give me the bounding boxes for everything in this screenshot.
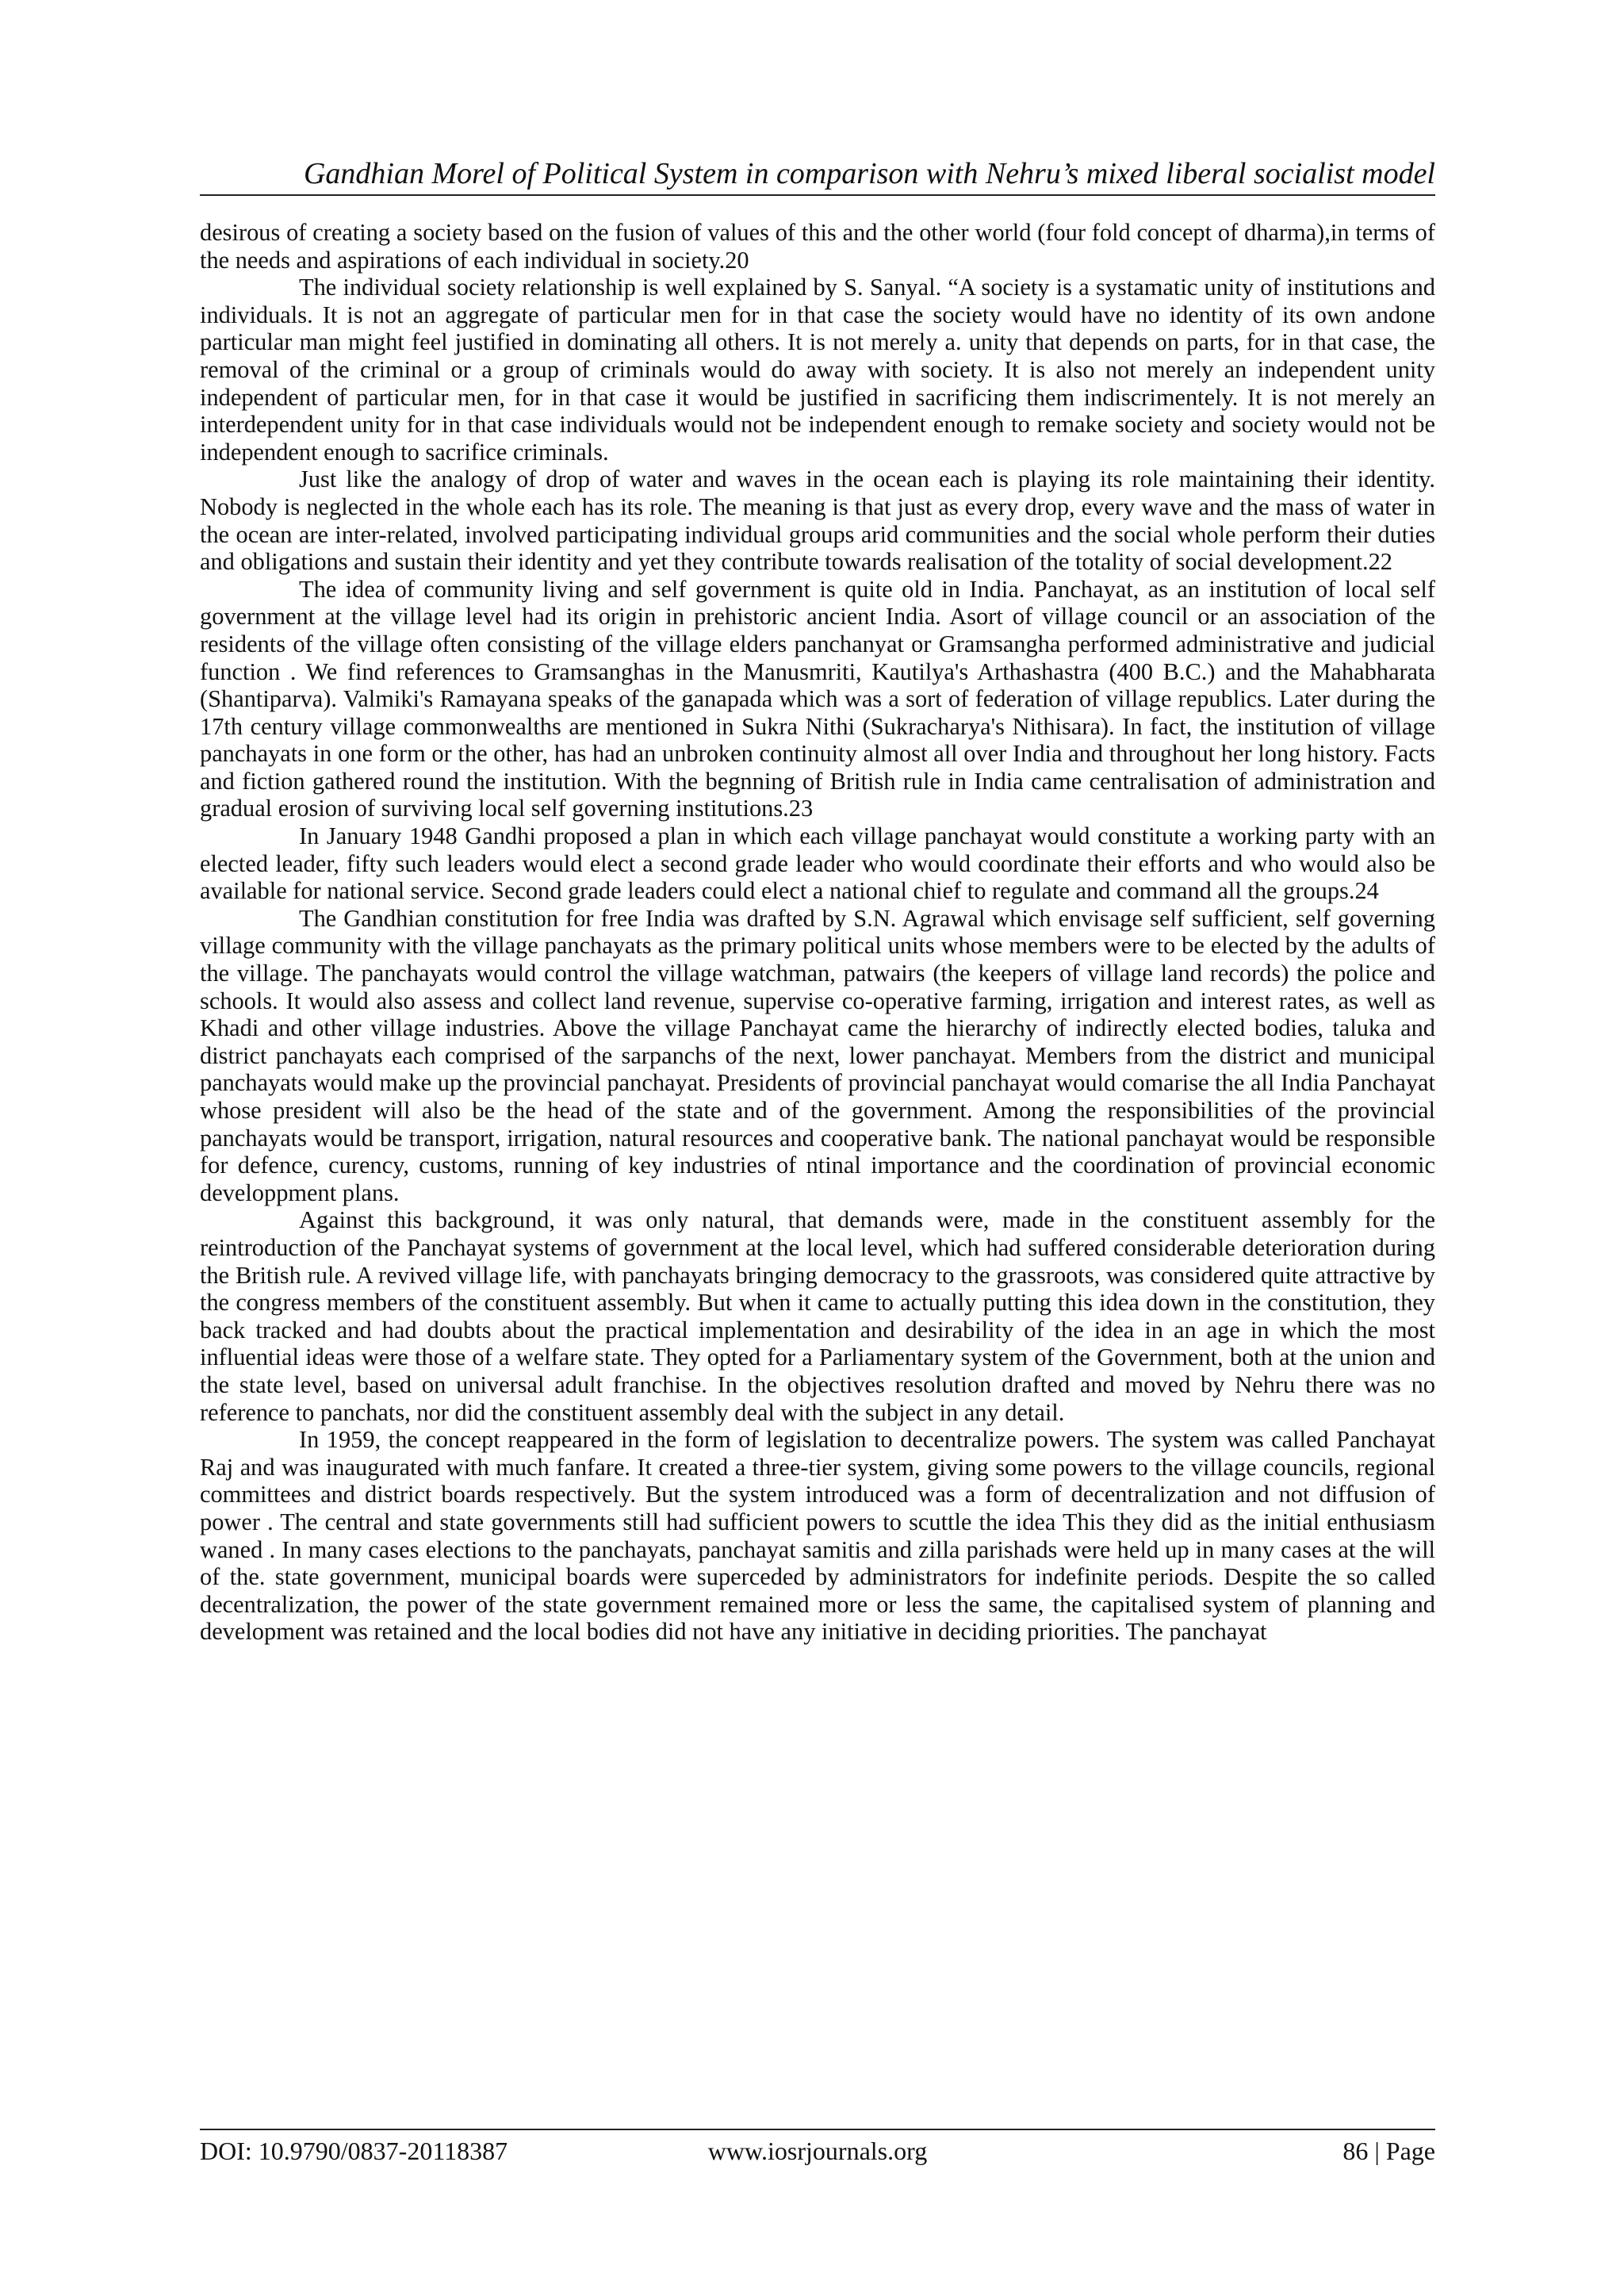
paragraph-5: In January 1948 Gandhi proposed a plan in which each village panchayat would constitute a working party with an elected leader, fifty such leaders would elect a second grade leader who would coordinate their efforts and who would also be available for national service. Second grade leaders could elect a national chief to regulate and command all the groups.24 xyxy=(200,822,1435,905)
footer-page-number: 86 | Page xyxy=(1342,2137,1435,2165)
footer-doi: DOI: 10.9790/0837-20118387 xyxy=(200,2137,508,2165)
footer-website-link[interactable]: www.iosrjournals.org xyxy=(707,2137,928,2165)
footer-divider xyxy=(200,2129,1435,2130)
paragraph-6: The Gandhian constitution for free India was drafted by S.N. Agrawal which envisage self sufficient, self governing village community with the village panchayats as the primary political units whose members were to be elected by the adults of the village. The panchayats would control the village watchman, patwairs (the keepers of village land records) the police and schools. It would also assess and collect land revenue, supervise co-operative farming, irrigation and interest rates, as well as Khadi and other village industries. Above the village Panchayat came the hierarchy of indirectly elected bodies, taluka and district panchayats each comprised of the sarpanchs of the next, lower panchayat. Members from the district and municipal panchayats would make up the provincial panchayat. Presidents of provincial panchayat would comarise the all India Panchayat whose president will also be the head of the state and of the government. Among the responsibilities of the provincial panchayats would be transport, irrigation, natural resources and cooperative bank. The national panchayat would be responsible for defence, curency, customs, running of key industries of ntinal importance and the coordination of provincial economic developpment plans. xyxy=(200,904,1435,1206)
paragraph-3: Just like the analogy of drop of water and waves in the ocean each is playing its role maintaining their identity. Nobody is neglected in the whole each has its role. The meaning is that just as every drop, every wave and the mass of water in the ocean are inter-related, involved participating individual groups arid communities and the social whole perform their duties and obligations and sustain their identity and yet they contribute towards realisation of the totality of social development.22 xyxy=(200,466,1435,576)
paragraph-8: In 1959, the concept reappeared in the form of legislation to decentralize powers. The system was called Panchayat Raj and was inaugurated with much fanfare. It created a three-tier system, giving some powers to the village councils, regional committees and district boards respectively. But the system introduced was a form of decentralization and not diffusion of power . The central and state governments still had sufficient powers to scuttle the idea This they did as the initial enthusiasm waned . In many cases elections to the panchayats, panchayat samitis and zilla parishads were held up in many cases at the will of the. state government, municipal boards were superceded by administrators for indefinite periods. Despite the so called decentralization, the power of the state government remained more or less the same, the capitalised system of planning and development was retained and the local bodies did not have any initiative in deciding priorities. The panchayat xyxy=(200,1426,1435,1646)
paragraph-1: desirous of creating a society based on the fusion of values of this and the other world (four fold concept of dharma),in terms of the needs and aspirations of each individual in society.20 xyxy=(200,219,1435,274)
paragraph-2: The individual society relationship is well explained by S. Sanyal. “A society is a systamatic unity of institutions and individuals. It is not an aggregate of particular men for in that case the society would have no identity of its own andone particular man might feel justified in dominating all others. It is not merely a. unity that depends on parts, for in that case, the removal of the criminal or a group of criminals would do away with society. It is also not merely an independent unity independent of particular men, for in that case it would be justified in sacrificing them indiscrimentely. It is not merely an interdependent unity for in that case individuals would not be independent enough to remake society and society would not be independent enough to sacrifice criminals. xyxy=(200,274,1435,466)
article-body xyxy=(200,219,1435,1646)
header-divider xyxy=(200,194,1435,196)
page-footer xyxy=(200,2133,1435,2168)
paragraph-4: The idea of community living and self government is quite old in India. Panchayat, as an institution of local self government at the village level had its origin in prehistoric ancient India. Asort of village council or an association of the residents of the village often consisting of the village elders panchanyat or Gramsangha performed administrative and judicial function . We find references to Gramsanghas in the Manusmriti, Kautilya's Arthashastra (400 B.C.) and the Mahabharata (Shantiparva). Valmiki's Ramayana speaks of the ganapada which was a sort of federation of village republics. Later during the 17th century village commonwealths are mentioned in Sukra Nithi (Sukracharya's Nithisara). In fact, the institution of village panchayats in one form or the other, has had an unbroken continuity almost all over India and throughout her long history. Facts and fiction gathered round the institution. With the begnning of British rule in India came centralisation of administration and gradual erosion of surviving local self governing institutions.23 xyxy=(200,575,1435,822)
running-header-title: Gandhian Morel of Political System in comparison with Nehru’s mixed liberal socialist model xyxy=(303,157,1435,190)
paragraph-7: Against this background, it was only natural, that demands were, made in the constituent assembly for the reintroduction of the Panchayat systems of government at the local level, which had suffered considerable deterioration during the British rule. A revived village life, with panchayats bringing democracy to the grassroots, was considered quite attractive by the congress members of the constituent assembly. But when it came to actually putting this idea down in the constitution, they back tracked and had doubts about the practical implementation and desirability of the idea in an age in which the most influential ideas were those of a welfare state. They opted for a Parliamentary system of the Government, both at the union and the state level, based on universal adult franchise. In the objectives resolution drafted and moved by Nehru there was no reference to panchats, nor did the constituent assembly deal with the subject in any detail. xyxy=(200,1206,1435,1426)
